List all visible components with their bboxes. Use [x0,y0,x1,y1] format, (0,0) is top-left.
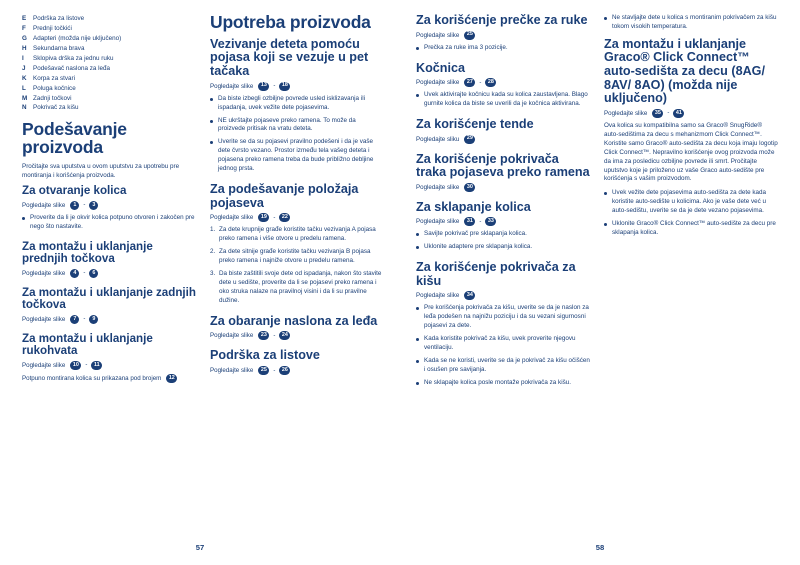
figure-range-dash: - [273,214,276,221]
see-figures-line [416,78,590,87]
see-figures-line [416,31,590,40]
list-item: NE ukrštajte pojaseve preko ramena. To može da proizvede pritisak na vratu deteta. [210,117,384,135]
section-title-setup: Podešavanje proizvoda [22,118,127,157]
assembled-note-line [22,374,196,383]
subsection-heading: Za montažu i uklanjanje rukohvata [22,331,153,358]
legend-label: Pokrivač za kišu [33,104,79,112]
legend-label: Adapteri (možda nije uključeno) [33,34,122,42]
click-connect-body: Ova kolica su kompatibilna samo sa Graco® SnugRide® auto-sedištima za decu s mehanizmom Click Connect™. Koristite samo Graco® auto-sedišta za decu koja imaju logotip Click Connect™. Nepravilno korišćenje ovog proizvoda može da ima za posledicu ozbiljne povrede ili smrt. Pročitajte uputstvo koje je priloženo uz vaše Graco auto-sedište pre korišćenja s vašim proizvodom. [604,121,778,183]
figure-ref: 10 [70,361,81,370]
see-figures-line [22,269,196,278]
figure-range-dash: - [667,110,670,117]
list-item: Savijte pokrivač pre sklapanja kolica. [416,230,590,239]
legend-key: K [22,74,27,82]
figure-ref: 27 [464,78,475,87]
list-item: Ne sklapajte kolica posle montaže pokrivača za kišu. [416,379,590,388]
list-item: Proverite da li je okvir kolica potpuno otvoren i zakočen pre nego što nastavite. [22,214,196,232]
legend-key: I [22,54,24,62]
see-figures-line [22,361,196,370]
figure-ref: 25 [258,366,269,375]
subsection-heading: Za korišćenje pokrivača traka pojaseva preko ramena [416,151,590,180]
subsection-heading: Za obaranje naslona za leđa [210,313,378,328]
subsection-open-stroller [22,185,196,231]
right-page [400,0,800,565]
list-item: Da biste izbegli ozbiljne povrede usled isklizavanja ili ispadanja, uvek vežite dete pojasevima. [210,95,384,113]
legend-label: Podešavač naslona za leđa [33,64,111,72]
subsection-heading: Za korišćenje tende [416,117,534,131]
subsection-heading: Vezivanje deteta pomoću pojasa koji se vezuje u pet tačaka [210,36,369,79]
subsection-calf-support [210,349,384,375]
subsection-front-wheels [22,241,196,278]
see-figures-label: Pogledajte slike [22,269,66,277]
see-figures-line [416,135,590,144]
see-figures-label: Pogledajte sliku [416,135,460,143]
right-page-column-2 [604,14,778,397]
legend-key: F [22,24,26,32]
subsection-heading: Za korišćenje pokrivača za kišu [416,260,576,288]
section-title-usage: Upotreba proizvoda [210,12,371,32]
list-item: Uverite se da su pojasevi pravilno podešeni i da je vaše dete čvrsto vezano. Prostor između tela vašeg deteta i pojasena preko ramena treba da bude približno debljine jednog prsta. [210,138,384,174]
subsection-heading: Za montažu i uklanjanje prednjih točkova [22,239,153,266]
legend-label: Korpa za stvari [33,74,75,82]
subsection-handlebar [22,333,196,383]
see-figures-label: Pogledajte slike [22,315,66,323]
figure-range-dash: - [273,83,276,90]
figure-range-dash: - [85,362,88,369]
legend-label: Podrška za listove [33,15,85,22]
list-item: Kada koristite pokrivač za kišu, uvek proverite njegovu ventilaciju. [416,335,590,353]
subsection-heading: Za podešavanje položaja pojaseva [210,182,359,210]
figure-ref: 41 [673,109,684,118]
figure-ref: 1 [70,201,79,210]
subsection-heading: Kočnica [416,60,465,75]
legend-key: L [22,84,26,92]
list-item: Kada se ne koristi, uverite se da je pokrivač za kišu očišćen i osušen pre savijanja. [416,357,590,375]
subsection-heading: Za sklapanje kolica [416,199,531,214]
left-page-column-1 [22,14,196,392]
see-figures-label: Pogledajte slike [416,218,460,226]
see-figures-label: Pogledajte slike [210,214,254,222]
legend-key: J [22,64,26,72]
figure-ref: 4 [70,269,79,278]
legend-label: Sekundarna brava [33,44,85,52]
subsection-armbar [416,14,590,53]
figure-ref: 12 [166,374,177,383]
figure-ref: 24 [279,331,290,340]
figure-ref: 11 [91,361,102,370]
list-item: Za dete krupnije građe koristite tačku vezivanja A pojasa preko ramena i više otvore u predelu ramena. [219,226,376,243]
legend-label: Poluga kočnice [33,84,76,92]
bullet-list-top [604,14,778,32]
figure-ref: 30 [464,183,475,192]
numbered-list [210,226,384,306]
see-figures-label: Pogledajte slike [416,183,460,191]
figure-ref: 7 [70,315,79,324]
see-figures-line [210,331,384,340]
subsection-recline-backrest [210,315,384,341]
legend-key: G [22,34,27,42]
figure-range-dash: - [273,367,276,374]
figure-ref: 9 [89,315,98,324]
see-figures-line [416,217,590,226]
legend-item [22,103,196,112]
legend-key: M [22,94,28,102]
subsection-rain-cover [416,261,590,388]
subsection-click-connect [604,38,778,238]
subsection-fold-stroller [416,201,590,252]
legend-item [22,84,196,93]
bullet-list [22,214,196,232]
subsection-rear-wheels [22,287,196,324]
bullet-list [210,95,384,175]
legend-item [22,14,196,23]
figure-ref: 35 [652,109,663,118]
figure-range-dash: - [479,79,482,86]
legend-key: H [22,44,27,52]
see-figures-label: Pogledajte slike [210,367,254,374]
legend-item [22,94,196,103]
figure-ref: 18 [279,82,290,91]
legend-item [22,64,196,73]
see-figures-line [210,366,384,375]
list-item: Za dete sitnije građe koristite tačku vezivanja B pojasa preko ramena i najniže otvore u predelu ramena. [219,248,371,265]
see-figures-label: Pogledajte slike [210,82,254,90]
assembled-note-text: Potpuno montirana kolica su prikazana pod brojem [22,374,162,382]
subsection-harness-position [210,183,384,306]
list-item: Uvek aktivirajte kočnicu kada su kolica zaustavljena. Blago gurnite kolica da biste se uverili da je kočnica aktivirana. [416,91,590,109]
figure-ref: 6 [89,269,98,278]
list-item: Da biste zaštitili svoje dete od ispadanja, nakon što stavite dete u sedište, proverite da li se pojasevi preko ramena i oko struka nalaze na pravilnoj visini i da li su pravilne dužine. [219,270,382,304]
figure-ref: 23 [258,331,269,340]
figure-ref: 33 [485,217,496,226]
bullet-list [416,304,590,388]
subsection-brake [416,62,590,109]
subsection-heading: Za montažu i uklanjanje zadnjih točkova [22,285,196,312]
legend-item [22,54,196,63]
figure-ref: 3 [89,201,98,210]
figure-ref: 31 [464,217,475,226]
subsection-heading: Podrška za listove [210,348,320,363]
legend-label: Sklopiva drška za jednu ruku [33,54,114,62]
legend-key: E [22,15,27,22]
figure-ref: 34 [464,291,475,300]
see-figures-label: Pogledajte slike [22,361,66,369]
figure-ref: 19 [258,213,269,222]
figure-range-dash: - [83,270,86,277]
list-item: Uvek vežite dete pojasevima auto-sedišta za dete kada koristite auto-sedište u kolicima. Ako je vaše dete već u auto-sedištu, uverite se da je dete vezano pojasevima. [604,189,778,216]
figure-ref: 28 [485,78,496,87]
bullet-list [604,189,778,238]
bullet-list [416,230,590,252]
list-item: Ne stavljajte dete u kolica s montiranim pokrivačem za kišu tokom visokih temperatura. [604,14,778,32]
subsection-heading: Za montažu i uklanjanje Graco® Click Connect™ auto-sedišta za decu (8AG/ 8AV/ 8AO) (možda nije uključeno) [604,36,765,106]
page-number-right: 58 [595,543,605,552]
list-item: Uklonite adaptere pre sklapanja kolica. [416,243,590,252]
list-item: Prečka za ruke ima 3 pozicije. [416,44,590,53]
see-figures-label: Pogledajte slike [416,31,460,39]
see-figures-line [210,213,384,222]
figure-range-dash: - [83,316,86,323]
legend-item [22,24,196,33]
parts-legend [22,14,196,113]
figure-ref: 26 [279,366,290,375]
legend-item [22,44,196,53]
see-figures-line [416,183,590,192]
subsection-harness-covers [416,153,590,192]
figure-ref: 13 [258,82,269,91]
page-number-left: 57 [195,543,205,552]
subsection-five-point-harness [210,38,384,174]
see-figures-label: Pogledajte slike [416,79,460,87]
see-figures-line [416,291,590,300]
subsection-canopy [416,118,590,144]
see-figures-line [22,201,196,210]
see-figures-label: Pogledajte slike [22,201,66,209]
legend-label: Prednji točkići [33,24,72,32]
figure-range-dash: - [479,218,482,225]
bullet-list [416,91,590,109]
right-page-column-1 [416,14,590,397]
setup-intro-text: Pročitajte sva uputstva u ovom uputstvu za upotrebu pre montiranja i korišćenja proizvoda. [22,162,180,179]
figure-range-dash: - [83,202,86,209]
left-page-column-2 [210,14,384,392]
legend-item [22,74,196,83]
subsection-heading: Za korišćenje prečke za ruke [416,13,588,27]
list-item: Uklonite Graco® Click Connect™ auto-sedište za decu pre sklapanja kolica. [604,220,778,238]
see-figures-label: Pogledajte slike [604,109,648,117]
figure-ref: 25 [464,31,475,40]
figure-ref: 29 [464,135,475,144]
legend-item [22,34,196,43]
figure-ref: 22 [279,213,290,222]
figure-range-dash: - [273,332,276,339]
bullet-list [416,44,590,53]
see-figures-line [604,109,778,118]
subsection-heading: Za otvaranje kolica [22,184,127,198]
see-figures-line [22,315,196,324]
see-figures-label: Pogledajte slike [416,292,460,300]
see-figures-line [210,82,384,91]
see-figures-label: Pogledajte slike [210,332,254,340]
legend-label: Zadnji točkovi [33,94,72,102]
legend-key: N [22,104,27,112]
list-item: Pre korišćenja pokrivača za kišu, uverite se da je naslon za leđa podešen na najnižu poziciju i da su vezani sigurnosni pojasevi za dete. [416,304,590,331]
